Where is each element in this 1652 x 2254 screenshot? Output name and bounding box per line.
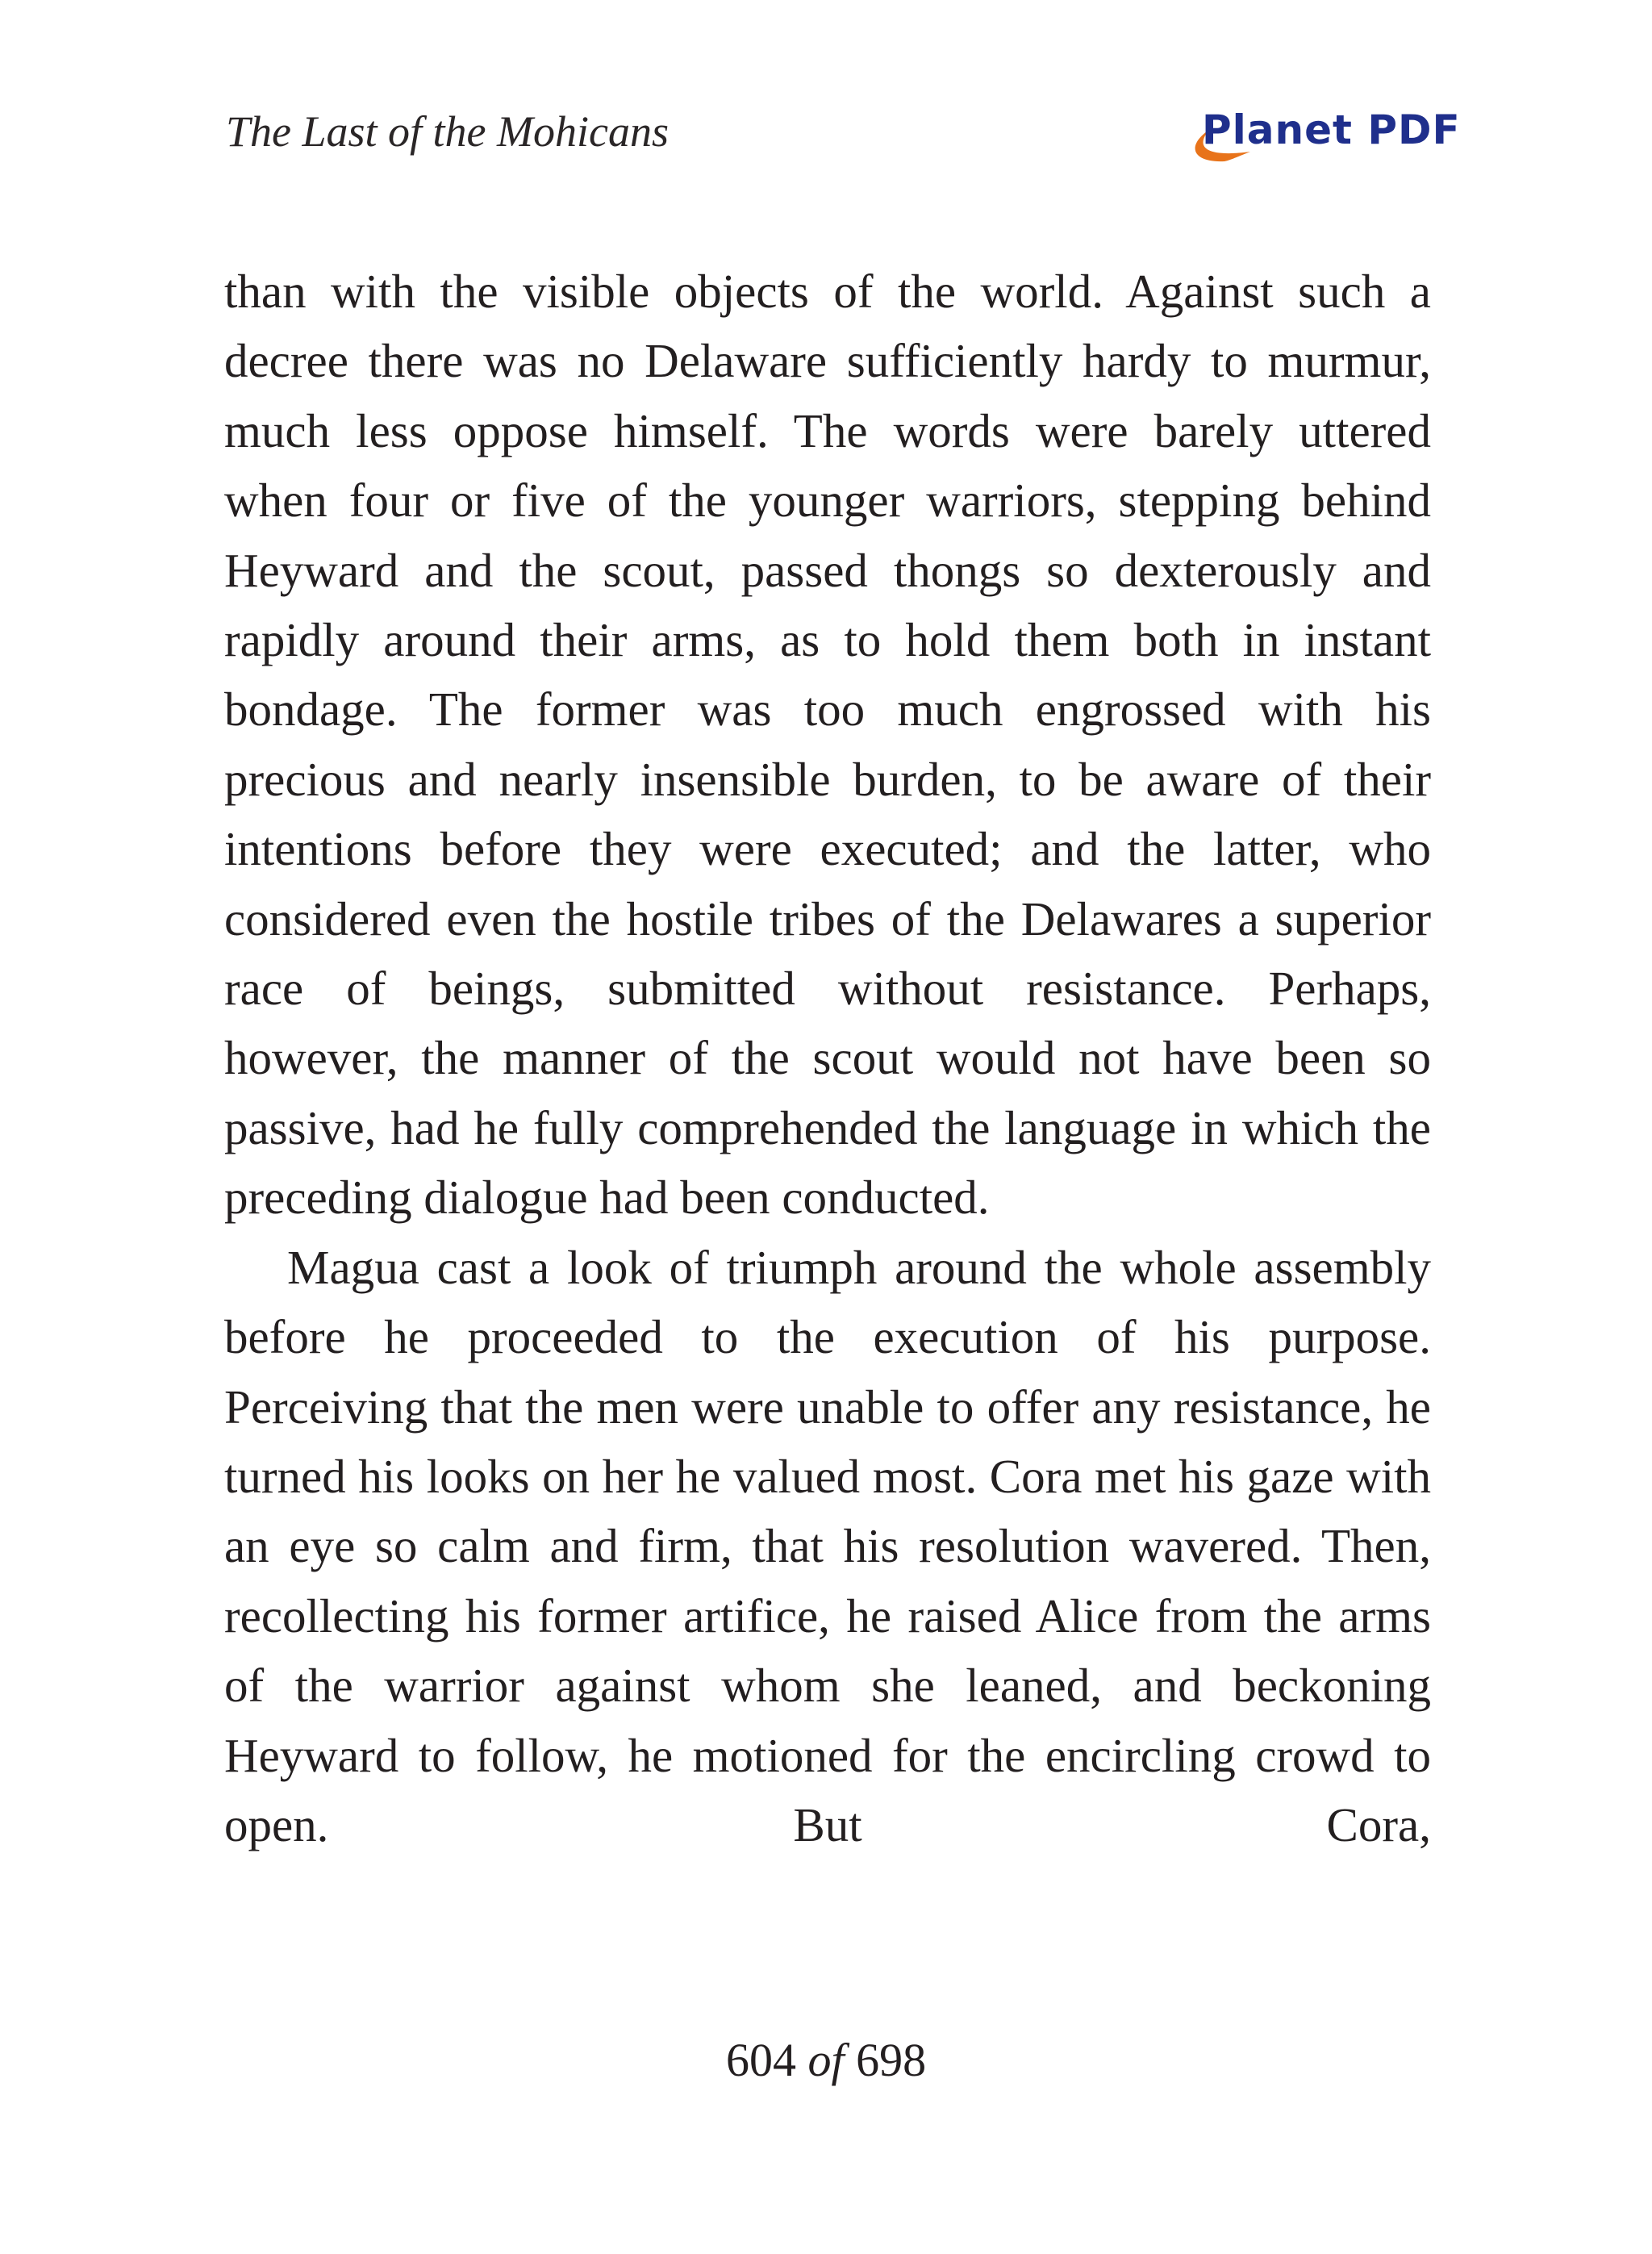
planet-pdf-logo	[1178, 105, 1461, 169]
logo-text: Planet PDF	[1202, 106, 1461, 153]
paragraph-continued: than with the visible objects of the world. Against such a decree there was no Delaware sufficiently hardy to murmur, much less oppose himself. The words were barely uttered when four or five of the younger warriors, stepping behind Heyward and the scout, passed thongs so dexterously and rapidly around their arms, as to hold them both in instant bondage. The former was too much engrossed with his precious and nearly insensible burden, to be aware of their intentions before they were executed; and the latter, who considered even the hostile tribes of the Delawares a superior race of beings, submitted without resistance. Perhaps, however, the manner of the scout would not have been so passive, had he fully comprehended the language in which the preceding dialogue had been conducted.	[224, 265, 1431, 1225]
paragraph-magua: Magua cast a look of triumph around the whole assembly before he proceeded to the execution of his purpose. Perceiving that the men were unable to offer any resistance, he turned his looks on her he valued most. Cora met his gaze with an eye so calm and firm, that his resolution wavered. Then, recollecting his former artifice, he raised Alice from the arms of the warrior against whom she leaned, and beckoning Heyward to follow, he motioned for the encircling crowd to open. But Cora,	[224, 1240, 1431, 1851]
page-header	[226, 105, 1461, 177]
current-page: 604	[725, 2034, 796, 2086]
running-title: The Last of the Mohicans	[226, 107, 669, 156]
page-number	[0, 2033, 1652, 2087]
total-pages: 698	[856, 2034, 927, 2086]
page-body	[224, 257, 1431, 1860]
page-of-label: of	[807, 2034, 845, 2086]
